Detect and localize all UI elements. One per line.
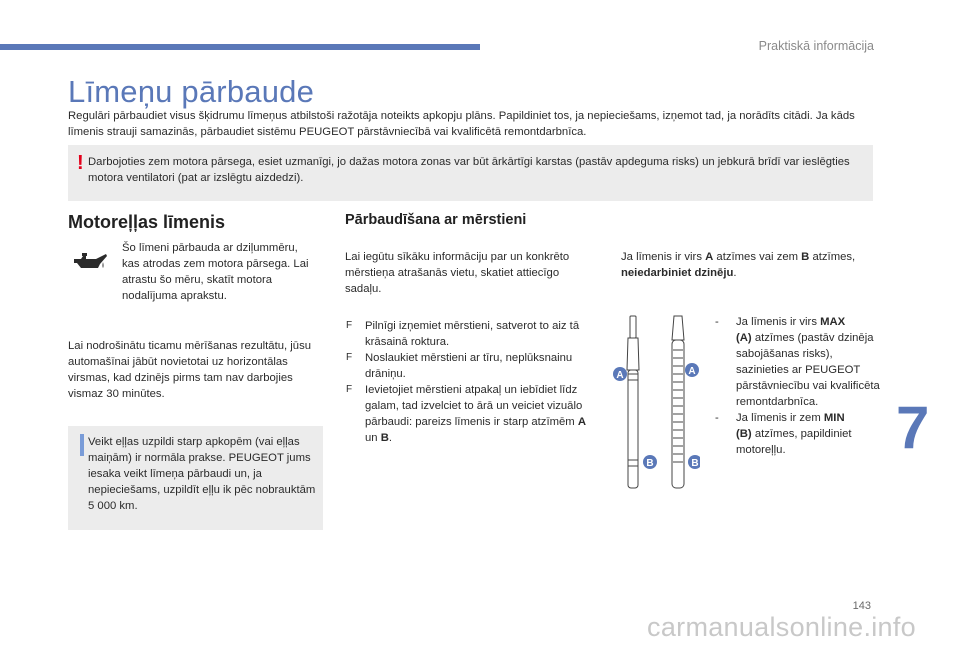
chapter-number: 7 (896, 394, 930, 461)
dipstick-steps-list (345, 318, 600, 446)
marker-a-right: A (688, 366, 696, 377)
dipstick-check-heading: Pārbaudīšana ar mērstieni (345, 212, 527, 228)
watermark: carmanualsonline.info (647, 612, 916, 642)
page-title: Līmeņu pārbaude (68, 74, 315, 109)
section-label: Praktiskā informācija (758, 39, 874, 53)
list-item: - Ja līmenis ir zem MIN (B) atzīmes, papildiniet motoreļļu. (715, 412, 852, 456)
bullet-icon: F (346, 320, 353, 331)
step-text: Ievietojiet mērstieni atpakaļ un iebīdiet līdz galam, tad izvelciet to ārā un veiciet vizuālo pārbaudi: pareizs līmenis ir starp atzīmēm A un B. (365, 384, 587, 444)
motor-oil-heading: Motoreļļas līmenis (68, 212, 226, 232)
dipstick-left (627, 316, 639, 488)
step-text: Noslaukiet mērstieni ar tīru, neplūksnainu drāniņu. (365, 352, 573, 380)
bullet-icon: F (346, 384, 353, 395)
header-accent-bar (0, 44, 480, 50)
level-rules-list (712, 314, 882, 458)
dipstick-check-intro: Lai iegūtu sīkāku informāciju par un konkrēto mērstieņa atrašanās vietu, skatiet attiecīgo sadaļu. (345, 251, 570, 295)
warning-text: Darbojoties zem motora pārsega, esiet uzmanīgi, jo dažas motora zonas var būt ārkārtīgi karstas (pastāv apdeguma risks) un jebkurā brīdī var ieslēgties motora ventilatori (pat ar izslēgtu aizdedzi). (88, 156, 850, 184)
dipstick-illustration (610, 310, 700, 498)
oil-icon-description: Šo līmeni pārbauda ar dziļummēru, kas atrodas zem motora pārsega. Lai atrastu šo mēru, skatīt motora nodalījuma aprakstu. (122, 242, 309, 302)
list-item (345, 382, 600, 446)
oil-can-icon (72, 250, 108, 274)
marker-b-left: B (646, 458, 654, 469)
intro-paragraph: Regulāri pārbaudiet visus šķidrumu līmeņus atbilstoši ražotāja noteikts apkopju plāns. Papildiniet tos, ja nepieciešams, izņemot tad, ja norādīts citādi. Ja kāds līmenis strauji samazinās, pārbaudiet sistēmu PEUGEOT pārstāvniecībā vai kvalificētā remontdarbnīca. (68, 110, 855, 138)
tip-text: Veikt eļļas uzpildi starp apkopēm (vai eļļas maiņām) ir normāla prakse. PEUGEOT jums iesaka veikt līmeņa pārbaudi un, ja nepieciešams, uzpildīt eļļu ik pēc nobrauktām 5 000 km. (88, 436, 316, 512)
list-item (345, 318, 600, 350)
list-item (345, 350, 600, 382)
step-text: Pilnīgi izņemiet mērstieni, satverot to aiz tā krāsainā roktura. (365, 320, 580, 348)
warning-box (68, 145, 873, 201)
page-number: 143 (852, 600, 871, 612)
warning-icon: ! (77, 152, 84, 174)
bullet-icon: F (346, 352, 353, 363)
tip-marker (80, 434, 84, 456)
list-item: - Ja līmenis ir virs MAX (A) atzīmes (pastāv dzinēja sabojāšanas risks), sazinieties ar PEUGEOT pārstāvniecību vai kvalificēta remontdarbnīca. (715, 316, 880, 408)
marker-a-left: A (616, 370, 624, 381)
measurement-note: Lai nodrošinātu ticamu mērīšanas rezultātu, jūsu automašīnai jābūt novietotai uz horizontālas virsmas, kad dzinējs pirms tam nav darbojies vismaz 30 minūtes. (68, 340, 312, 400)
level-warning-text: Ja līmenis ir virs A atzīmes vai zem B atzīmes, neiedarbiniet dzinēju. (621, 251, 856, 279)
tip-box (68, 426, 323, 530)
marker-b-right: B (691, 458, 699, 469)
